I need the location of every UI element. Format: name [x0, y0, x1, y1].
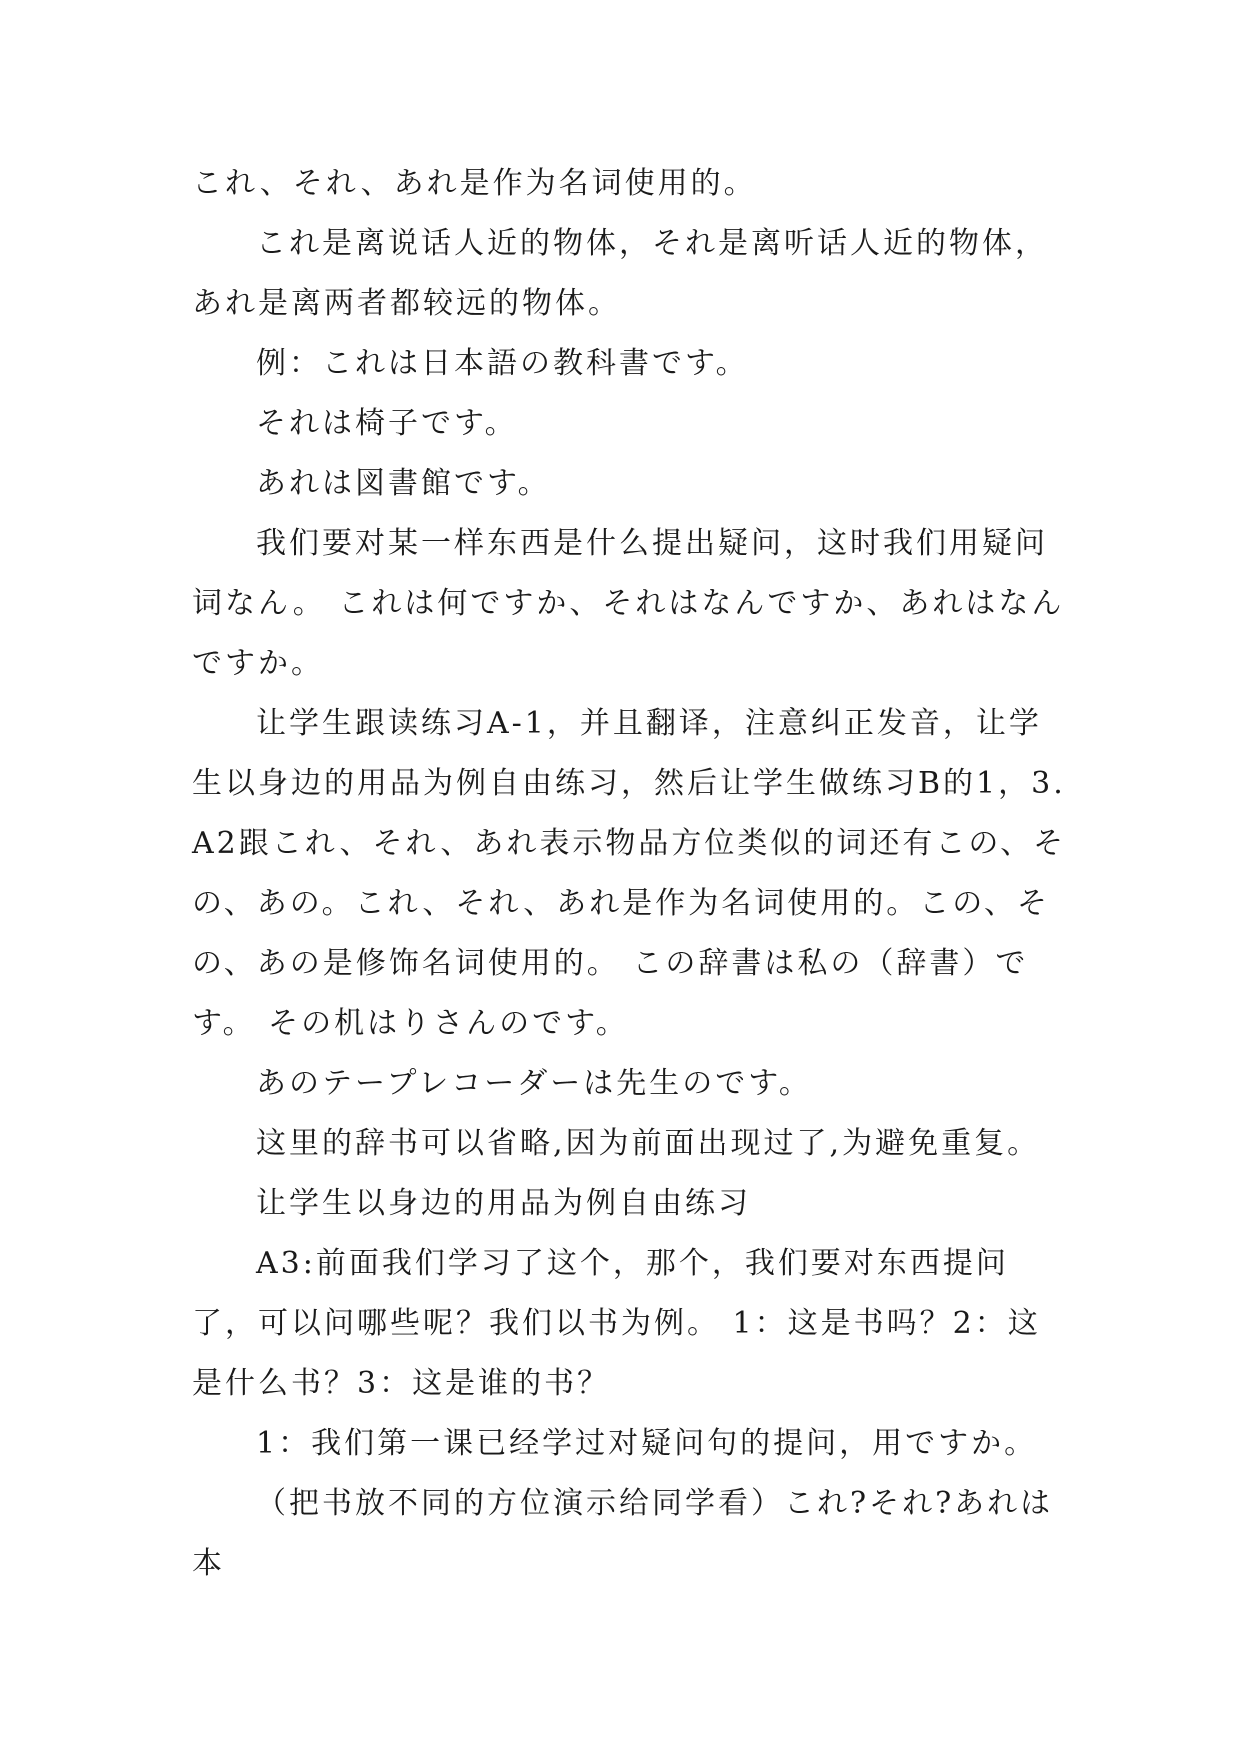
paragraph-7: 让学生跟读练习A-1，并且翻译，注意纠正发音，让学生以身边的用品为例自由练习，然后让学生做练习B的1，3. A2跟これ、それ、あれ表示物品方位类似的词还有この、その、あの。これ、それ、あれ是作为名词使用的。この、その、あの是修饰名词使用的。 この辞書は私の（辞書）です。 その机はりさんのです。: [192, 706, 1067, 1041]
paragraph-2: これ是离说话人近的物体，それ是离听话人近的物体，あれ是离两者都较远的物体。: [192, 226, 1048, 321]
paragraph-4: それは椅子です。: [256, 406, 518, 441]
paragraph-9: 这里的辞书可以省略,因为前面出现过了,为避免重复。: [256, 1126, 1041, 1161]
paragraph-5: あれは図書館です。: [256, 466, 551, 501]
paragraph-11: A3:前面我们学习了这个，那个，我们要对东西提问了，可以问哪些呢？我们以书为例。 1：这是书吗？2：这是什么书？3：这是谁的书？: [192, 1246, 1041, 1401]
document-body: [192, 154, 1072, 1594]
paragraph-6: 我们要对某一样东西是什么提出疑问，这时我们用疑问词なん。 これは何ですか、それはなんですか、あれはなんですか。: [192, 526, 1065, 681]
paragraph-12: 1：我们第一课已经学过对疑问句的提问，用ですか。: [256, 1426, 1038, 1461]
paragraph-3: 例：これは日本語の教科書です。: [256, 346, 749, 381]
paragraph-13: （把书放不同的方位演示给同学看）これ?それ?あれは本: [192, 1486, 1054, 1581]
paragraph-8: あのテープレコーダーは先生のです。: [256, 1066, 812, 1101]
paragraph-10: 让学生以身边的用品为例自由练习: [256, 1186, 751, 1221]
paragraph-1: これ、それ、あれ是作为名词使用的。: [192, 166, 757, 201]
